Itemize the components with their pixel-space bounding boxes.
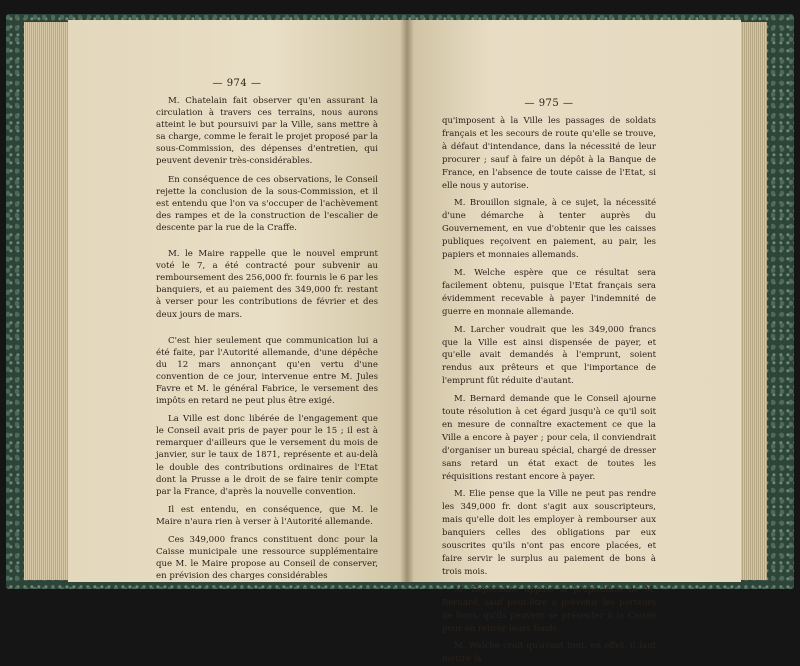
page-edges-left bbox=[24, 22, 74, 580]
right-page bbox=[408, 20, 741, 665]
paragraph: C'est hier seulement que communication lui a été faite, par l'Autorité allemande, d'une dépêche du 12 mars annonçant qu'en vertu d'une convention de ce jour, intervenue entre M. Jules Favre et M. le général Fabrice, le versement des impôts en retard ne peut plus être exigé. bbox=[156, 335, 378, 407]
page-number: — 974 — bbox=[212, 78, 262, 89]
paragraph: M. Depéronne appuie la proposition de M. Bernard, sauf peut-être à prévenir les porteurs de bons, qu'ils peuvent se présenter à la Caisse pour en retirer leurs fonds. bbox=[442, 584, 656, 634]
book-gutter bbox=[400, 20, 414, 582]
paragraph: Il est entendu, en conséquence, que M. le Maire n'aura rien à verser à l'Autorité allemande. bbox=[156, 504, 378, 527]
page-edges-right bbox=[737, 22, 767, 580]
paragraph: M. Chatelain fait observer qu'en assurant la circulation à travers ces terrains, nous aurons atteint le but poursuivi par la Ville, sans mettre à sa charge, comme le ferait le projet proposé par la sous-Commission, des dépenses d'entretien, qui peuvent devenir très-considérables. bbox=[156, 96, 378, 167]
paragraph: M. Elie pense que la Ville ne peut pas rendre les 349,000 fr. dont s'agit aux souscripteurs, mais qu'elle doit les employer à rembourser aux banquiers celles des obligations par eux souscrites qu'ils n'ont pas encore placées, et faire servir le surplus au paiement de bons à trois mois. bbox=[442, 489, 656, 577]
paragraph: En conséquence de ces observations, le Conseil rejette la conclusion de la sous-Commission, et il est entendu que l'on va s'occuper de l'achèvement des rampes et de la construction de l'escalier de descente par la rue de la Craffe. bbox=[156, 174, 378, 233]
paragraph: M. Welche espère que ce résultat sera facilement obtenu, puisque l'Etat français sera évidemment recevable à payer l'indemnité de guerre en monnaie allemande. bbox=[442, 267, 656, 317]
paragraph: M. Welche croit qu'avant tout, en effet, il faut mettre la bbox=[442, 641, 656, 665]
paragraph: Ces 349,000 francs constituent donc pour la Caisse municipale une ressource supplémentaire que M. le Maire propose au Conseil de conserver, en prévision des charges considérables bbox=[156, 535, 378, 582]
paragraph: La Ville est donc libérée de l'engagement que le Conseil avait pris de payer pour le 15 ; il est à remarquer d'ailleurs que le versement du mois de janvier, sur le taux de 1871, représente et au-delà le double des contributions ordinaires de l'Etat dont la Prusse a le droit de se faire tenir compte par la France, d'après la nouvelle convention. bbox=[156, 414, 378, 497]
paragraph: M. le Maire rappelle que le nouvel emprunt voté le 7, a été contracté pour subvenir au remboursement des 256,000 fr. fournis le 6 par les banquiers, et au paiement des 349,000 fr. restant à verser pour les contributions de février et des deux jours de mars. bbox=[156, 249, 378, 320]
paragraph: M. Larcher voudrait que les 349,000 francs que la Ville est ainsi dispensée de payer, et qu'elle avait demandés à l'emprunt, soient rendus aux prêteurs et que l'importance de l'emprunt fût réduite d'autant. bbox=[442, 324, 656, 387]
page-number: — 975 — bbox=[524, 98, 574, 109]
paragraph: qu'imposent à la Ville les passages de soldats français et les secours de route qu'elle se trouve, à défaut d'intendance, dans la nécessité de leur procurer ; sauf à faire un dépôt à la Banque de France, en l'absence de toute caisse de l'Etat, si elle nous y autorise. bbox=[442, 116, 656, 191]
paragraph: M. Bernard demande que le Conseil ajourne toute résolution à cet égard jusqu'à ce qu'il soit en mesure de connaître exactement ce que la Ville a encore à payer ; pour cela, il conviendrait d'organiser un bureau spécial, chargé de dresser sans retard un état exact de toutes les réquisitions restant encore à payer. bbox=[442, 394, 656, 482]
paragraph: M. Brouillon signale, à ce sujet, la nécessité d'une démarche à tenter auprès du Gouvernement, en vue d'obtenir que les caisses publiques reçoivent en paiement, au pair, les papiers et monnaies allemands. bbox=[442, 198, 656, 261]
left-page bbox=[68, 20, 408, 582]
